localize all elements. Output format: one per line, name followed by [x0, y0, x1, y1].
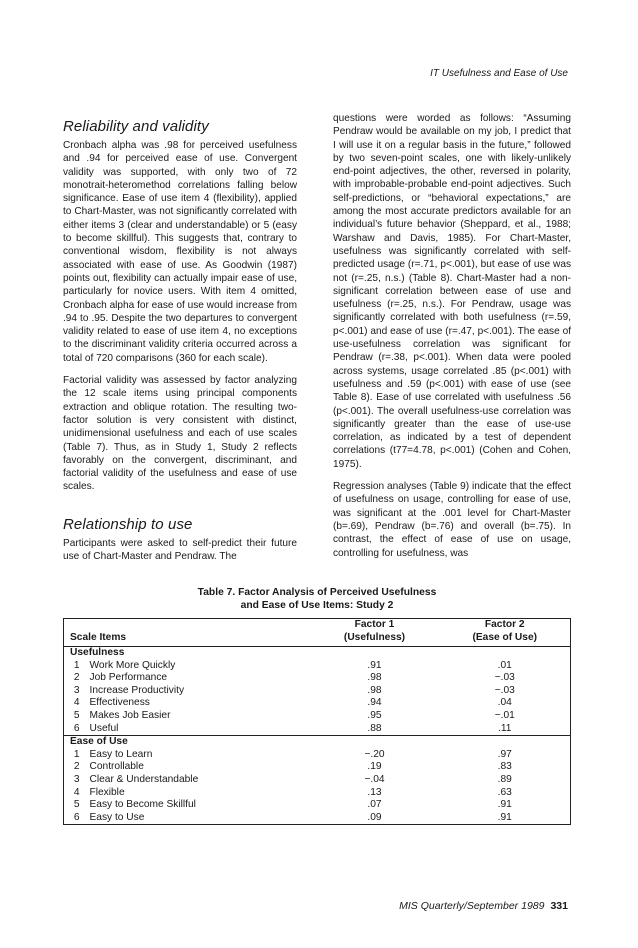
- table-row: [64, 710, 571, 723]
- factor1-loading: .07: [367, 799, 382, 811]
- paragraph: Factorial validity was assessed by factor analyzing the 12 scale items using principal components extraction and oblique rotation. The resulting two-factor solution is very consistent with distinct, unidimensional usefulness and each of use scales (Table 7). Thus, as in Study 1, Study 2 reflects favorably on the convergent, discriminant, and factorial validity of the usefulness and ease of use scales.: [63, 375, 297, 493]
- table-row: [64, 723, 571, 736]
- table-row: [64, 787, 571, 800]
- group-header-row: [64, 736, 571, 749]
- item-name: Flexible: [89, 786, 125, 798]
- page-number: 331: [550, 900, 568, 912]
- factor1-loading: .91: [367, 659, 382, 671]
- factor1-loading: .19: [367, 761, 382, 773]
- item-number: 4: [73, 697, 80, 709]
- table-row: [64, 749, 571, 762]
- table-title-line2: and Ease of Use Items: Study 2: [240, 600, 394, 611]
- table-title: [63, 586, 571, 612]
- factor1-loading: .09: [367, 811, 382, 823]
- paragraph: Regression analyses (Table 9) indicate that the effect of usefulness on usage, controlling for ease of use, was significant at the .001 level for Chart-Master (b=.69), Pendraw (b=.76) and overall (b=.75). In contrast, the effect of ease of use on usage, controlling for usefulness, was: [333, 481, 571, 559]
- factor2-loading: .91: [497, 799, 512, 811]
- factor2-loading: .97: [497, 748, 512, 760]
- factor2-loading: .04: [497, 697, 512, 709]
- table-row: [64, 685, 571, 698]
- factor1-loading: .94: [367, 697, 382, 709]
- item-name: Easy to Use: [89, 811, 145, 823]
- table-row: [64, 812, 571, 825]
- item-number: 6: [73, 722, 80, 734]
- group-header-row: [64, 647, 571, 660]
- item-number: 3: [73, 684, 80, 696]
- factor2-loading: −.03: [494, 684, 515, 696]
- factor2-loading: .83: [497, 761, 512, 773]
- table-header-row: [64, 632, 571, 647]
- group-label: Ease of Use: [64, 736, 571, 749]
- factor2-loading: .63: [497, 786, 512, 798]
- item-number: 4: [73, 786, 80, 798]
- factor-table: [63, 618, 571, 825]
- table-body: [64, 647, 571, 825]
- item-number: 2: [73, 761, 80, 773]
- table-row: [64, 774, 571, 787]
- factor1-loading: .95: [367, 709, 382, 721]
- item-name: Controllable: [89, 761, 144, 773]
- item-number: 1: [73, 659, 80, 671]
- factor1-loading: .98: [367, 684, 382, 696]
- table-7: [63, 586, 571, 825]
- factor2-subheader: (Ease of Use): [440, 632, 571, 647]
- table-header-row: [64, 619, 571, 632]
- paragraph: questions were worded as follows: “Assuming Pendraw would be available on my job, I predict that I will use it on a regular basis in the future,” followed by two seven-point scales, one with likely-unlikely end-point adjectives, the other, reversed in polarity, with improbable-probable end-point adjectives. Such self-predictions, or “behavioral expectations,” are among the most accurate predictors available for an individual’s future behavior (Sheppard, et al., 1988; Warshaw and Davis, 1985). For Chart-Master, usefulness was significantly correlated with self-predicted usage (r=.71, p<.001), but ease of use was not (r=.25, n.s.) (Table 8). Chart-Master had a non-significant correlation between ease of use and usefulness (r=.25, n.s.). For Pendraw, usage was significantly correlated with both usefulness (r=.59, p<.001) and ease of use (r=.47, p<.001). The ease of use-usefulness correlation was significant for Pendraw (r=.38, p<.001). When data were pooled across systems, usage correlated .85 (p<.001) with usefulness and .59 (p<.001) with ease of use (see Table 8). Ease of use correlated with usefulness .56 (p<.001). The overall usefulness-use correlation was significantly greater than the ease of use-use correlation, as indicated by a test of dependent correlations (t77=4.78, p<.001) (Cohen and Cohen, 1975).: [333, 113, 571, 470]
- item-number: 2: [73, 672, 80, 684]
- running-head: IT Usefulness and Ease of Use: [430, 68, 568, 79]
- item-name: Effectiveness: [89, 697, 150, 709]
- item-name: Work More Quickly: [89, 659, 176, 671]
- journal-name: MIS Quarterly/September 1989: [399, 900, 545, 912]
- paragraph: Participants were asked to self-predict their future use of Chart-Master and Pendraw. The: [63, 537, 297, 563]
- factor1-loading: .98: [367, 672, 382, 684]
- factor2-loading: −.01: [494, 709, 515, 721]
- table-row: [64, 660, 571, 673]
- table-row: [64, 672, 571, 685]
- factor1-loading: .88: [367, 722, 382, 734]
- section-heading-reliability: Reliability and validity: [63, 118, 209, 135]
- item-name: Easy to Learn: [89, 748, 153, 760]
- item-name: Makes Job Easier: [89, 709, 171, 721]
- item-number: 1: [73, 748, 80, 760]
- factor1-subheader: (Usefulness): [310, 632, 440, 647]
- page-footer: [399, 900, 568, 912]
- factor2-loading: .11: [498, 722, 512, 734]
- section-heading-relationship: Relationship to use: [63, 515, 193, 533]
- table-row: [64, 799, 571, 812]
- item-number: 5: [73, 799, 80, 811]
- item-name: Useful: [89, 722, 119, 734]
- right-column: [333, 112, 571, 569]
- factor2-header: Factor 2: [484, 619, 525, 630]
- paragraph: Cronbach alpha was .98 for perceived usefulness and .94 for perceived ease of use. Convergent validity was supported, with only two of 72 monotrait-heteromethod correlations falling below significance. Ease of use item 4 (flexibility), applied to Chart-Master, was not significantly correlated with either items 3 (clear and understandable) or 5 (easy to become skillful). This suggests that, contrary to conventional wisdom, flexibility is not always associated with ease of use. As Goodwin (1987) points out, flexibility can actually impair ease of use, particularly for novice users. With item 4 omitted, Cronbach alpha for ease of use would increase from .94 to .95. Despite the two departures to convergent validity related to ease of use item 4, no exceptions to the discriminant validity criteria occurred across a total of 720 comparisons (360 for each scale).: [63, 140, 297, 364]
- item-number: 6: [73, 811, 80, 823]
- factor2-loading: .91: [497, 811, 512, 823]
- item-number: 5: [73, 709, 80, 721]
- factor2-loading: .01: [497, 659, 512, 671]
- left-column: [63, 118, 297, 572]
- item-name: Job Performance: [89, 672, 168, 684]
- item-name: Clear & Understandable: [89, 773, 199, 785]
- scale-items-header: Scale Items: [64, 632, 310, 647]
- item-name: Increase Productivity: [89, 684, 185, 696]
- table-title-line1: Table 7. Factor Analysis of Perceived Usefulness: [197, 587, 437, 598]
- factor2-loading: .89: [497, 773, 512, 785]
- table-row: [64, 761, 571, 774]
- factor1-loading: −.04: [364, 773, 385, 785]
- item-number: 3: [73, 773, 80, 785]
- item-name: Easy to Become Skillful: [89, 799, 196, 811]
- group-label: Usefulness: [70, 647, 125, 658]
- factor1-header: Factor 1: [354, 619, 395, 630]
- factor1-loading: −.20: [364, 748, 385, 760]
- factor2-loading: −.03: [494, 672, 515, 684]
- factor1-loading: .13: [367, 786, 382, 798]
- table-row: [64, 697, 571, 710]
